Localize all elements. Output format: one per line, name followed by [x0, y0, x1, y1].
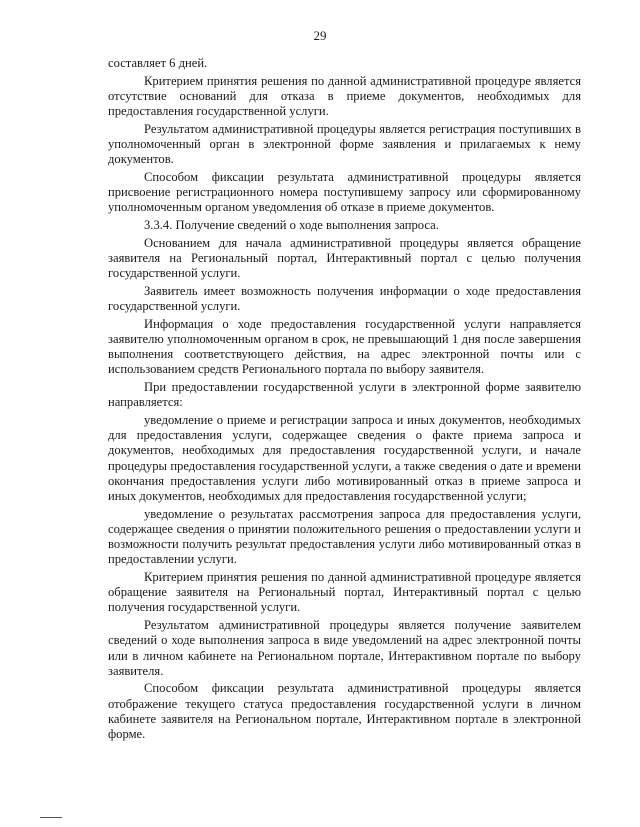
paragraph: Основанием для начала административной процедуры является обращение заявителя на Региональный портал, Интерактивный портал с целью получения государственной услуги. — [108, 235, 581, 281]
scan-mark — [40, 817, 62, 818]
list-item: уведомление о приеме и регистрации запроса и иных документов, необходимых для предоставления услуги, содержащее сведения о факте приема запроса и документов, необходимых для предоставления государственной услуги, и начале процедуры предоставления государственной услуги, а также сведения о дате и времени окончания предоставления услуги либо мотивированный отказ в приеме запроса и иных документов, необходимых для предоставления государственной услуги; — [108, 412, 581, 503]
paragraph: Способом фиксации результата административной процедуры является присвоение регистрационного номера поступившему запросу или сформированному уполномоченным органом уведомления об отказе в приеме документов. — [108, 169, 581, 215]
paragraph: Результатом административной процедуры является получение заявителем сведений о ходе выполнения запроса в виде уведомлений на адрес электронной почты или в личном кабинете на Региональном портале, Интерактивном портале по выбору заявителя. — [108, 618, 581, 678]
page-number: 29 — [313, 28, 327, 43]
paragraph: Критерием принятия решения по данной административной процедуре является обращение заявителя на Региональный портал, Интерактивный портал с целью получения государственной услуги. — [108, 570, 581, 615]
list-item: уведомление о результатах рассмотрения запроса для предоставления услуги, содержащее сведения о принятии положительного решения о предоставлении услуги и возможности получить результат предоставления услуги либо мотивированный отказ в предоставлении услуги. — [108, 506, 581, 567]
paragraph: Способом фиксации результата административной процедуры является отображение текущего статуса предоставления государственной услуги в личном кабинете заявителя на Региональном портале, Интерактивном портале в электронной форме. — [108, 681, 581, 742]
paragraph: Критерием принятия решения по данной административной процедуре является отсутствие оснований для отказа в приеме документов, необходимых для предоставления государственной услуги. — [108, 73, 581, 119]
paragraph: Заявитель имеет возможность получения информации о ходе предоставления государственной услуги. — [108, 283, 581, 314]
section-heading: 3.3.4. Получение сведений о ходе выполнения запроса. — [144, 218, 439, 233]
paragraph: При предоставлении государственной услуги в электронной форме заявителю направляется: — [108, 380, 581, 410]
paragraph: составляет 6 дней. — [108, 56, 208, 70]
paragraph: Результатом административной процедуры является регистрация поступивших в уполномоченный орган в электронной форме заявления и прилагаемых к нему документов. — [108, 121, 581, 167]
document-body — [108, 56, 581, 745]
paragraph: Информация о ходе предоставления государственной услуги направляется заявителю уполномоченным органом в срок, не превышающий 1 дня после завершения выполнения соответствующего действия, на адрес электронной почты или с использованием средств Регионального портала по выбору заявителя. — [108, 316, 581, 377]
